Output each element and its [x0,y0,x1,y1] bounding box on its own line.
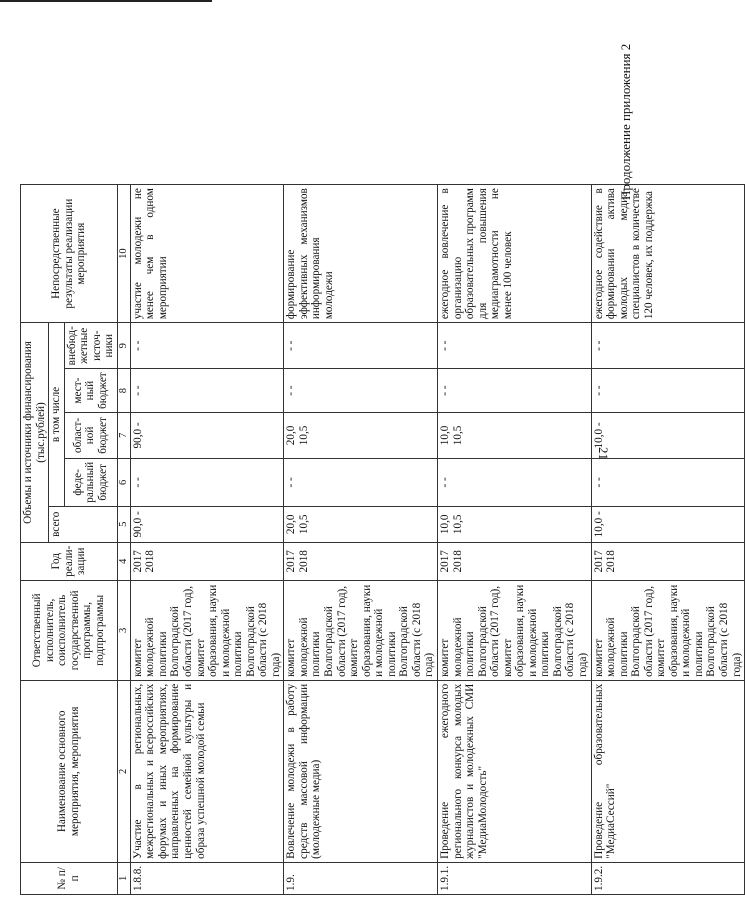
table-row [284,185,438,895]
row-executor: комитет молодежной политики Волгоградской области (2017 год), комитет образования, науки и молодежной политики Волгоградской области (с 2018 года) [284,580,438,680]
row-extra: - - [437,323,591,369]
header-regional: област-ной бюджет [64,412,117,458]
col-number: 1 [117,862,130,894]
row-federal: - - [284,458,438,506]
row-executor: комитет молодежной политики Волгоградской области (2017 год), комитет образования, науки и молодежной политики Волгоградской области (с 2018 года) [437,580,591,680]
row-result: ежегодное содействие в формировании актива молодых медиа-специалистов в количестве 120 человек, их поддержка [591,185,745,323]
row-name: Участие в региональных, межрегиональных и всероссийских форумах и иных мероприятиях, направленных на формирование ценностей семейной культуры и образа успешной молодой семьи [130,680,284,862]
header-extra: внебюд-жетные источ-ники [64,323,117,369]
row-result: участие молодежи не менее чем в одном мероприятии [130,185,284,323]
header-name: Наименование основного мероприятия, мероприятия [21,680,118,862]
row-name: Вовлечение молодежи в работу средств массовой информации (молодежные медиа) [284,680,438,862]
col-number: 4 [117,542,130,580]
row-no: 1.9.2. [591,862,745,894]
row-local: - - [437,369,591,413]
row-federal: - - [130,458,284,506]
row-regional: 10,0 - [591,412,745,458]
row-federal: - - [437,458,591,506]
col-number: 5 [117,506,130,542]
row-total: 10,0 10,5 [437,506,591,542]
row-total: 20,0 10,5 [284,506,438,542]
row-no: 1.9.1. [437,862,591,894]
table-row [437,185,591,895]
row-total: 90,0 - [130,506,284,542]
row-federal: - - [591,458,745,506]
row-result: ежегодное вовлечение в организацию образовательных программ для повышения медиаграмотности не менее 100 человек [437,185,591,323]
row-regional: 20,0 10,5 [284,412,438,458]
row-executor: комитет молодежной политики Волгоградской области (2017 год), комитет образования, науки и молодежной политики Волгоградской области (с 2018 года) [130,580,284,680]
row-regional: 10,0 10,5 [437,412,591,458]
row-local: - - [591,369,745,413]
header-result: Непосредственные результаты реализации мероприятия [21,185,118,323]
row-result: формирование эффективных механизмов информирования молодежи [284,185,438,323]
col-number: 10 [117,185,130,323]
col-number: 2 [117,680,130,862]
row-name: Проведение образовательных "МедиаСессий" [591,680,745,862]
header-no: № п/п [21,862,118,894]
table-row [591,185,745,895]
row-executor: комитет молодежной политики Волгоградской области (2017 год), комитет образования, науки и молодежной политики Волгоградской области (с 2018 года) [591,580,745,680]
row-no: 1.8.8. [130,862,284,894]
row-extra: - - [130,323,284,369]
column-number-row [117,185,130,895]
row-no: 1.9. [284,862,438,894]
col-number: 7 [117,412,130,458]
row-years: 2017 2018 [130,542,284,580]
col-number: 3 [117,580,130,680]
row-extra: - - [284,323,438,369]
header-total: всего [49,506,118,542]
row-years: 2017 2018 [591,542,745,580]
row-local: - - [130,369,284,413]
row-regional: 90,0 - [130,412,284,458]
header-executor: Ответственный исполнитель, соисполнитель государственной программы, подпрограммы [21,580,118,680]
col-number: 6 [117,458,130,506]
page-number: 21 [596,447,611,460]
header-funding: Объемы и источники финансирования (тыс.рублей) [21,323,49,543]
header-incl: в том числе [49,323,65,507]
row-years: 2017 2018 [437,542,591,580]
continuation-note: Продолжение приложения 2 [618,43,633,200]
col-number: 9 [117,323,130,369]
row-years: 2017 2018 [284,542,438,580]
header-year: Год реали-зации [21,542,118,580]
table-row [130,185,284,895]
row-local: - - [284,369,438,413]
row-name: Проведение ежегодного регионального конкурса молодых журналистов и молодежных СМИ "МедиаМолодость" [437,680,591,862]
col-number: 8 [117,369,130,413]
program-table [20,184,745,895]
header-federal: феде-ральный бюджет [64,458,117,506]
row-extra: - - [591,323,745,369]
row-total: 10,0 - [591,506,745,542]
header-local: мест-ный бюджет [64,369,117,413]
